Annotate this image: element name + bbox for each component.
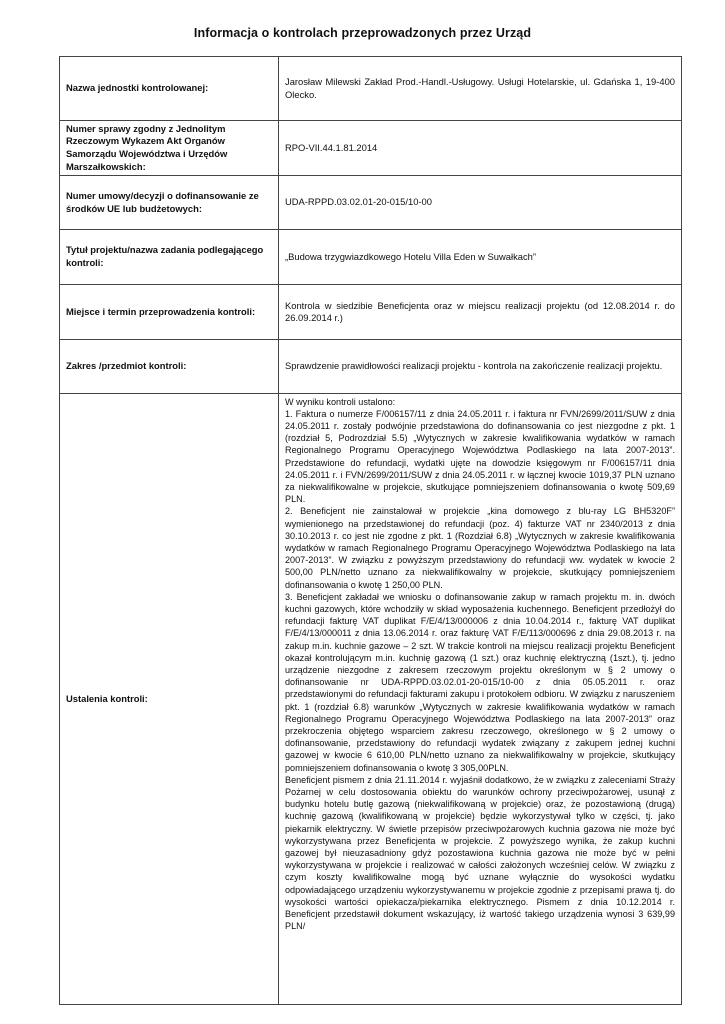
table-row	[60, 394, 682, 1005]
value-findings	[279, 394, 682, 1005]
table-row	[60, 285, 682, 340]
table-row	[60, 121, 682, 176]
label-place-and-date: Miejsce i termin przeprowadzenia kontroli:	[60, 285, 279, 340]
place-and-date-text: Kontrola w siedzibie Beneficjenta oraz w miejscu realizacji projektu (od 12.08.2014 r. do 26.09.2014 r.)	[285, 299, 675, 323]
case-number-text: RPO-VII.44.1.81.2014	[285, 141, 378, 153]
project-title-text: „Budowa trzygwiazdkowego Hotelu Villa Eden w Suwałkach”	[285, 250, 536, 262]
table-row	[60, 57, 682, 121]
label-control-scope: Zakres /przedmiot kontroli:	[60, 340, 279, 394]
label-case-number: Numer sprawy zgodny z Jednolitym Rzeczowym Wykazem Akt Organów Samorządu Województwa i Urzędów Marszałkowskich:	[60, 121, 279, 176]
finding-paragraph-2: 2. Beneficjent nie zainstalował w projekcie „kina domowego z blu-ray LG BH5320F” wymienionego na przedstawionej do refundacji (poz. 4) fakturze VAT nr 2340/2013 z dnia 30.10.2013 r. co jest nie zgodne z pkt. 1 (Rozdział 6.8) „Wytycznych w zakresie kwalifikowania wydatków w ramach Regionalnego Programu Operacyjnego Województwa Podlaskiego na lata 2007-2013”. W związku z powyższym przedstawiony do refundacji ww. wydatek w kwocie 2 500,00 PLN/netto uznano za niekwalifikowalny w projekcie, skutkujący pomniejszeniem dofinansowania o kwotę 1 250,00 PLN.	[285, 506, 675, 590]
value-place-and-date	[279, 285, 682, 340]
value-project-title	[279, 230, 682, 285]
controlled-entity-text: Jarosław Milewski Zakład Prod.-Handl.-Usługowy. Usługi Hotelarskie, ul. Gdańska 1, 19-400 Olecko.	[285, 76, 675, 100]
control-scope-text: Sprawdzenie prawidłowości realizacji projektu - kontrola na zakończenie realizacji projektu.	[285, 360, 663, 372]
label-agreement-number: Numer umowy/decyzji o dofinansowanie ze środków UE lub budżetowych:	[60, 176, 279, 230]
findings-text	[285, 396, 675, 1003]
finding-paragraph-3: 3. Beneficjent zakładał we wniosku o dofinansowanie zakup w ramach projektu m. in. dwóch kuchni gazowych, które wchodziły w skład wyposażenia kuchennego. Beneficjent przedłożył do refundacji fakturę VAT duplikat F/E/4/13/000006 z dnia 10.04.2014 r., fakturę VAT duplikat F/E/4/13/000011 z dnia 13.06.2014 r. oraz fakturę VAT F/E/113/000696 z dnia 29.08.2013 r. na zakup m.in. kuchnie gazowe – 2 szt. W trakcie kontroli na miejscu realizacji projektu Beneficjent okazał kontrolującym m.in. kuchnię gazową (1 szt.) oraz kuchnię elektryczną (1szt.), tj. jedno urządzenie niezgodne z zakresem rzeczowym projektu określonym w § 2 umowy o dofinansowanie nr UDA-RPPD.03.02.01-20-015/10-00 z dnia 05.05.2011 r. oraz przedstawionymi do refundacji fakturami zakupu i protokołem odbioru. W związku z naruszeniem pkt. 1 (rozdział 6.8) warunków „Wytycznych w zakresie kwalifikowania wydatków w ramach Regionalnego Programu Operacyjnego Województwa Podlaskiego na lata 2007-2013” oraz przekroczenia objętego wsparciem zakresu rzeczowego, określonego w § 2 umowy o dofinansowanie, przedstawiony do refundacji wydatek związany z zakupem jednej kuchni gazowej w kwocie 6 610,00 PLN/netto uznano za niekwalifikowalny w projekcie, skutkujący pomniejszeniem dofinansowania o kwotę 3 305,00PLN.	[285, 591, 675, 773]
value-case-number	[279, 121, 682, 176]
table-row	[60, 340, 682, 394]
value-controlled-entity	[279, 57, 682, 121]
value-control-scope	[279, 340, 682, 394]
value-agreement-number	[279, 176, 682, 230]
control-info-table	[59, 56, 682, 1005]
label-controlled-entity: Nazwa jednostki kontrolowanej:	[60, 57, 279, 121]
agreement-number-text: UDA-RPPD.03.02.01-20-015/10-00	[285, 196, 432, 208]
label-findings: Ustalenia kontroli:	[60, 394, 279, 1005]
finding-paragraph-1: 1. Faktura o numerze F/006157/11 z dnia 24.05.2011 r. i faktura nr FVN/2699/2011/SUW z dnia 24.05.2011 r. zostały podwójnie przedstawiona do dofinansowania co jest niezgodne z pkt. 1 (rozdział 5, Podrozdział 5.5) „Wytycznych w zakresie kwalifikowania wydatków w ramach Regionalnego Programu Operacyjnego Województwa Podlaskiego na lata 2007-2013”. Przedstawione do refundacji, wydatki ujęte na dowodzie księgowym nr F/006157/11 dnia 24.05.2011 r. i FVN/2699/2011/SUW z dnia 24.05.2011 r. w łącznej kwocie 1019,37 PLN uznano za niekwalifikowalne w projekcie, skutkujące pomniejszeniem dofinansowania o kwotę 509,69 PLN.	[285, 408, 675, 505]
page-title: Informacja o kontrolach przeprowadzonych przez Urząd	[193, 26, 532, 40]
finding-paragraph-4: Beneficjent pismem z dnia 21.11.2014 r. wyjaśnił dodatkowo, że w związku z zaleceniami Straży Pożarnej w celu dostosowania obiektu do warunków ochrony przeciwpożarowej, usunął z budynku hotelu butlę gazową (niekwalifikowaną w projekcie) oraz, że pozostawioną (drugą) kuchnię gazową (kwalifikowaną w projekcie) będzie wykorzystywał tylko w części, tj. jako piekarnik elektryczny. W świetle przepisów przeciwpożarowych kuchnia gazowa nie może być wykorzystywana przez Beneficjenta w projekcie. Z powyższego wynika, że zakup kuchni gazowej był nieuzasadniony gdyż pozostawiona kuchnia gazowa nie może być w pełni wykorzystywana w projekcie i realizować w całości założonych wcześniej celów. W związku z czym koszty kwalifikowalne mogą być uznane wyłącznie do wysokości wydatku odpowiadającego urządzeniu wykorzystywanemu w projekcie zgodnie z przepisami prawa tj. do wysokości wartości opiekacza/piekarnika elektrycznego. Pismem z dnia 10.12.2014 r. Beneficjent przedstawił dokument wskazujący, iż wartość takiego urządzenia wynosi 3 639,99 PLN/	[285, 774, 675, 932]
findings-intro: W wyniku kontroli ustalono:	[285, 396, 396, 407]
table-row	[60, 230, 682, 285]
label-project-title: Tytuł projektu/nazwa zadania podlegającego kontroli:	[60, 230, 279, 285]
table-row	[60, 176, 682, 230]
